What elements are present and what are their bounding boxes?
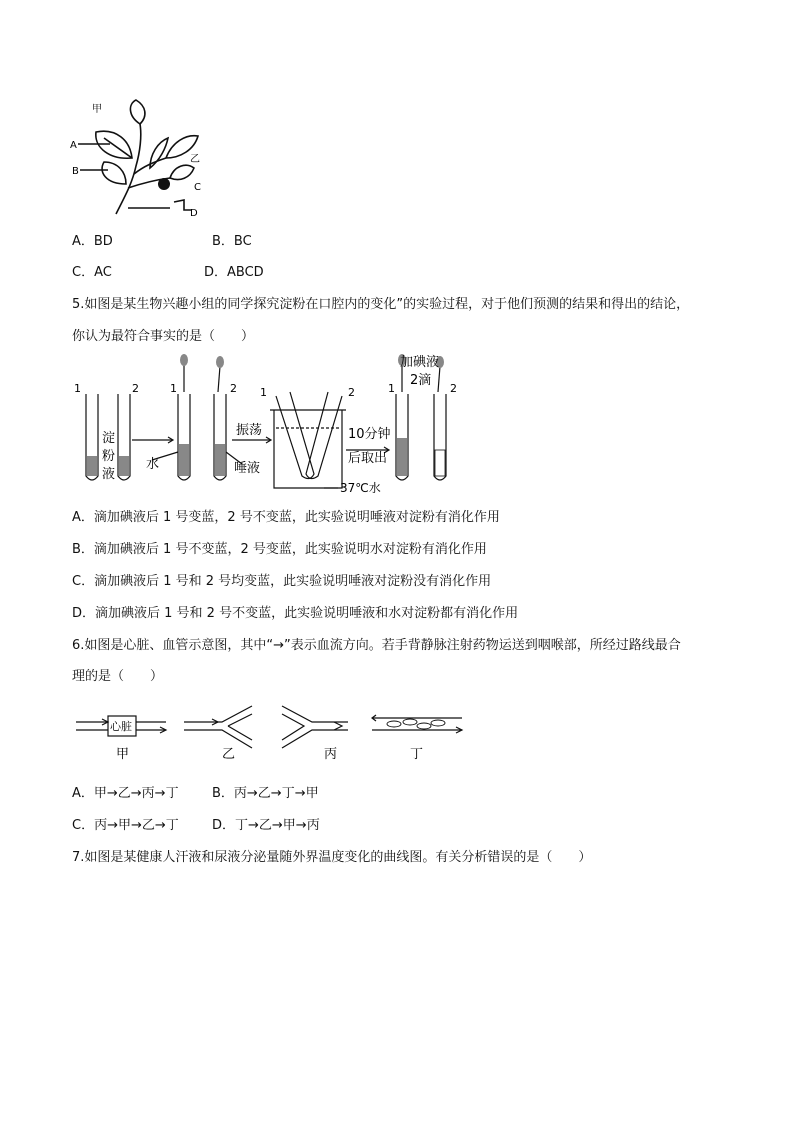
vessel-label-jia: 甲 [116,747,130,762]
iodine-label: 加碘液 [400,355,440,370]
q6-option-d[interactable]: D．丁→乙→甲→丙 [212,818,320,833]
water-label: 水 [146,457,160,472]
q4-option-c[interactable]: C．AC [72,265,112,280]
saliva-label: 唾液 [234,461,261,476]
tube-number-2: 2 [132,382,139,395]
liquid-final-tube2 [435,450,445,476]
starch-label: 液 [102,467,116,482]
tube-number-2: 2 [450,382,457,395]
label-jia: 甲 [92,104,102,115]
q5-option-a[interactable]: A．滴加碘液后 1 号变蓝，2 号不变蓝，此实验说明唾液对淀粉有消化作用 [72,510,500,525]
starch-label: 淀 [102,431,116,446]
q5-option-c[interactable]: C．滴加碘液后 1 号和 2 号均变蓝，此实验说明唾液对淀粉没有消化作用 [72,574,492,589]
q6-stem-line2: 理的是（ ） [72,669,164,684]
label-b: B [72,166,79,177]
q6-option-b[interactable]: B．丙→乙→丁→甲 [212,786,319,801]
label-c: C [194,182,201,193]
label-yi: 乙 [190,154,200,165]
vessel-diagram [72,700,472,766]
starch-label: 粉 [102,449,116,464]
tube-number-2: 2 [230,382,237,395]
q4-option-b[interactable]: B．BC [212,234,252,249]
q4-option-d[interactable]: D．ABCD [204,265,264,280]
vessel-label-yi: 乙 [222,747,236,762]
q5-stem-line2: 你认为最符合事实的是（ ） [72,329,255,344]
tube-number-1: 1 [74,382,81,395]
tube-number-2: 2 [348,386,355,399]
dropper-bulb-icon [216,356,224,368]
shake-label: 振荡 [236,423,263,438]
wait-label: 10分钟 [348,427,391,442]
q5-stem-line1: 5.如图是某生物兴趣小组的同学探究淀粉在口腔内的变化”的实验过程，对于他们预测的结果和得出的结论， [72,297,690,312]
starch-experiment-diagram [70,352,470,494]
q5-option-d[interactable]: D．滴加碘液后 1 号和 2 号不变蓝，此实验说明唾液和水对淀粉都有消化作用 [72,606,519,621]
vessel-label-bing: 丙 [324,747,338,762]
q7-stem: 7.如图是某健康人汗液和尿液分泌量随外界温度变化的曲线图。有关分析错误的是（ ） [72,850,592,865]
take-out-label: 后取出 [348,451,388,466]
heart-label: 心脏 [110,720,132,733]
dropper-bulb-icon [180,354,188,366]
q6-option-c[interactable]: C．丙→甲→乙→丁 [72,818,179,833]
tube-number-1: 1 [260,386,267,399]
black-spot-icon [158,178,170,190]
q4-option-a[interactable]: A．BD [72,234,113,249]
blood-cells-icon [387,719,445,729]
q6-stem-line1: 6.如图是心脏、血管示意图，其中“→”表示血流方向。若手背静脉注射药物运送到咽喉部，所经过路线最合 [72,638,681,653]
liquid-final-tube1 [397,438,407,476]
water-bath-label: 37℃水 [340,481,381,494]
vessel-label-ding: 丁 [410,747,424,762]
label-d: D [190,208,198,219]
q5-option-b[interactable]: B．滴加碘液后 1 号不变蓝，2 号变蓝，此实验说明水对淀粉有消化作用 [72,542,487,557]
tube-number-1: 1 [170,382,177,395]
leaf-diagram [70,96,210,220]
liquid-tube1-step2 [179,444,189,476]
drops-label: 2滴 [410,373,432,388]
label-a: A [70,140,77,151]
starch-liquid-tube2 [119,456,129,476]
q6-option-a[interactable]: A．甲→乙→丙→丁 [72,786,179,801]
starch-liquid-tube1 [87,456,97,476]
liquid-tube2-step2 [215,444,225,476]
tube-number-1: 1 [388,382,395,395]
